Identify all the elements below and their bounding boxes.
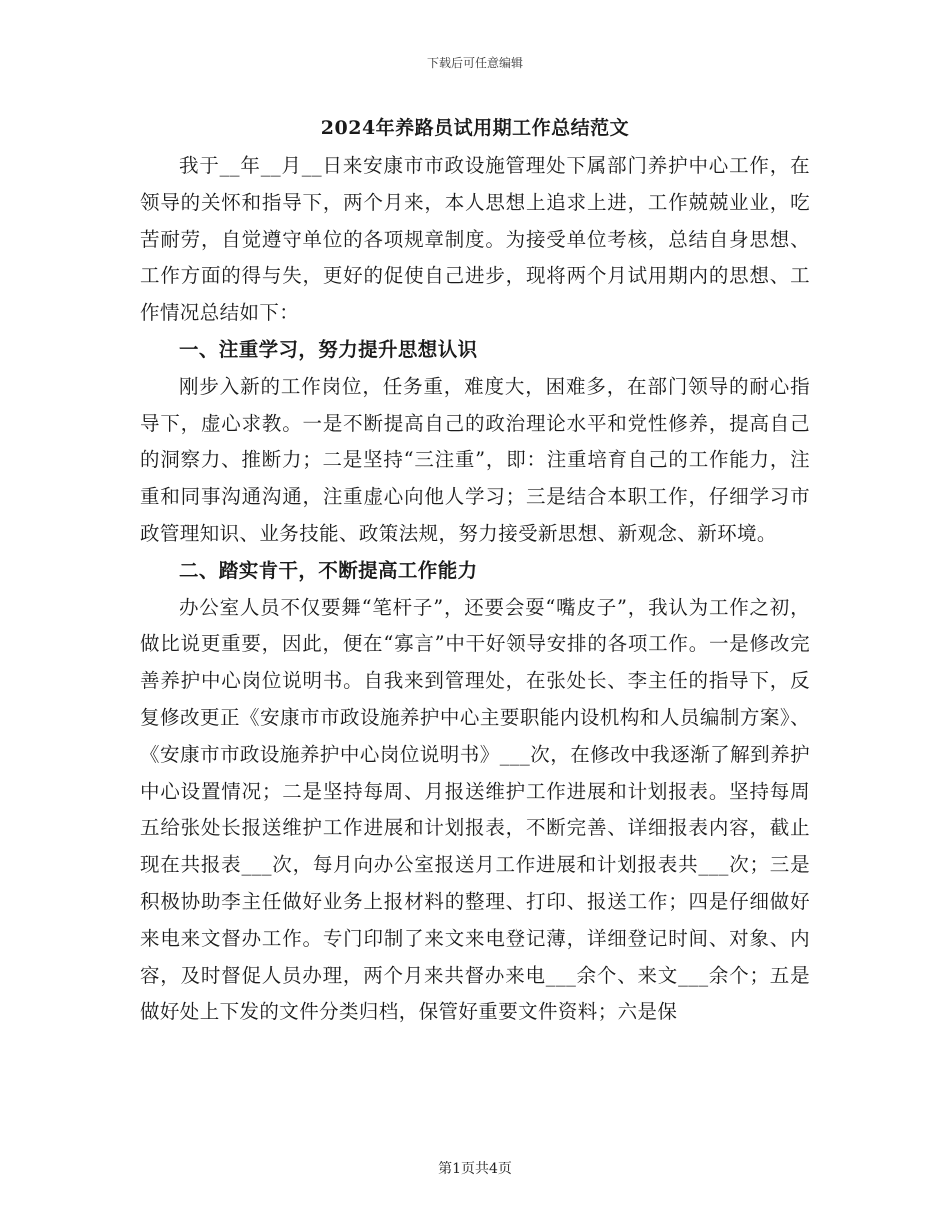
header-note: 下载后可任意编辑 — [426, 56, 523, 70]
intro-paragraph: 我于__年__月__日来安康市市政设施管理处下属部门养护中心工作，在领导的关怀和指导下，两个月来，本人思想上追求上进，工作兢兢业业，吃苦耐劳，自觉遵守单位的各项规章制度。为接受单位考核，总结自身思想、工作方面的得与失，更好的促使自己进步，现将两个月试用期内的思想、工作情况总结如下： — [140, 154, 810, 325]
section-2-heading: 二、踏实肯干，不断提高工作能力 — [179, 558, 478, 582]
document-title: 2024年养路员试用期工作总结范文 — [320, 117, 630, 139]
document-body — [140, 148, 810, 1031]
section-1-paragraph: 刚步入新的工作岗位，任务重，难度大，困难多，在部门领导的耐心指导下，虚心求教。一是不断提高自己的政治理论水平和党性修养，提高自己的洞察力、推断力；二是坚持“三注重”，即：注重培育自己的工作能力，注重和同事沟通沟通，注重虚心向他人学习；三是结合本职工作，仔细学习市政管理知识、业务技能、政策法规，努力接受新思想、新观念、新环境。 — [140, 374, 810, 545]
section-2-paragraph: 办公室人员不仅要舞“笔杆子”，还要会耍“嘴皮子”，我认为工作之初，做比说更重要，因此，便在“寡言”中干好领导安排的各项工作。一是修改完善养护中心岗位说明书。自我来到管理处，在张处长、李主任的指导下，反复修改更正《安康市市政设施养护中心主要职能内设机构和人员编制方案》、《安康市市政设施养护中心岗位说明书》___次，在修改中我逐渐了解到养护中心设置情况；二是坚持每周、月报送维护工作进展和计划报表。坚持每周五给张处长报送维护工作进展和计划报表，不断完善、详细报表内容，截止现在共报表___次，每月向办公室报送月工作进展和计划报表共___次；三是积极协助李主任做好业务上报材料的整理、打印、报送工作；四是仔细做好来电来文督办工作。专门印制了来文来电登记薄，详细登记时间、对象、内容，及时督促人员办理，两个月来共督办来电___余个、来文___余个；五是做好处上下发的文件分类归档，保管好重要文件资料；六是保 — [140, 595, 810, 1024]
section-1-heading: 一、注重学习，努力提升思想认识 — [179, 337, 478, 361]
page-number: 第1页共4页 — [438, 1161, 512, 1177]
